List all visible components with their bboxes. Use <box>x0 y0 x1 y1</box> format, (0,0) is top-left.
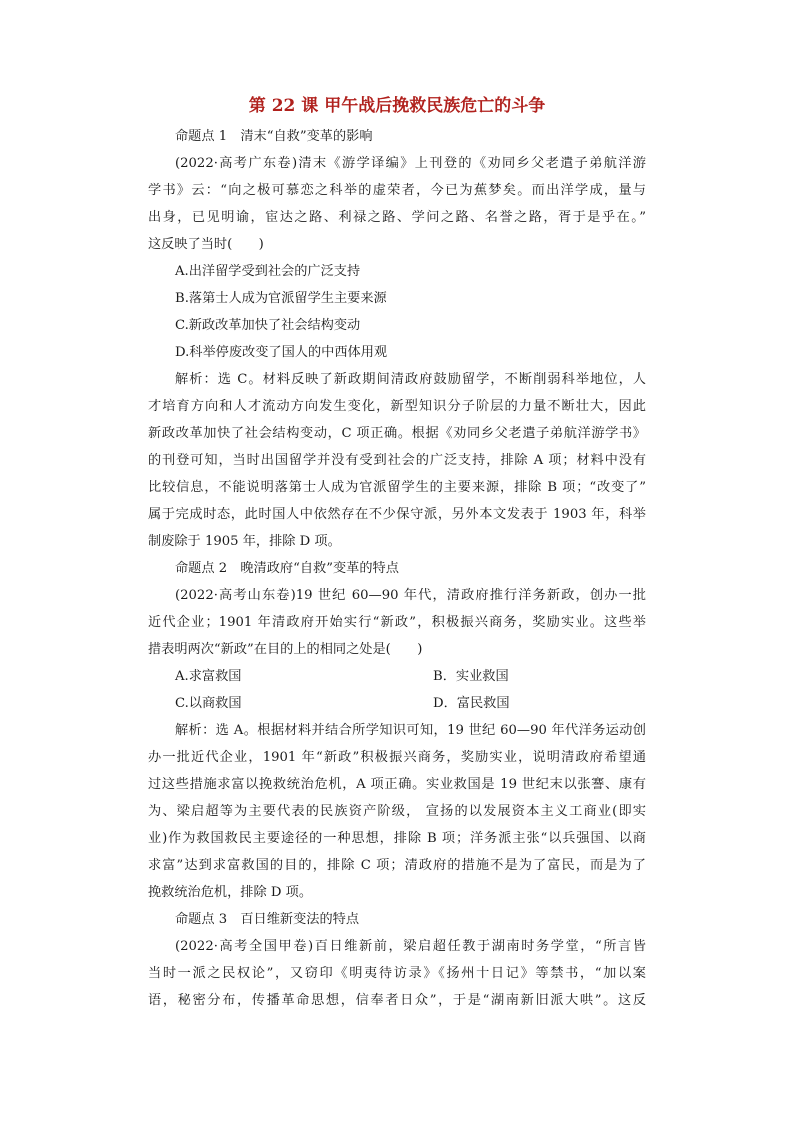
q1-analysis-line: 属于完成时态，此时国人中依然存在不少保守派，另外本文发表于 1903 年，科举 <box>148 507 646 522</box>
q2-option-d: D．富民救国 <box>433 696 510 711</box>
q3-stem-line: 语，秘密分布，传播革命思想，信奉者日众”，于是“湖南新旧派大哄”。这反 <box>148 993 646 1008</box>
q2-option-b: B．实业救国 <box>433 669 509 684</box>
q2-analysis-line: 为、梁启超等为主要代表的民族资产阶级， 宣扬的以发展资本主义工商业(即实 <box>148 804 646 819</box>
q2-stem-line: 近代企业；1901 年清政府开始实行“新政”，积极振兴商务，奖励实业。这些举 <box>148 615 646 630</box>
q3-stem-line: (2022·高考全国甲卷)百日维新前，梁启超任教于湖南时务学堂，“所言皆 <box>175 939 646 954</box>
q2-option-a: A.求富救国 <box>175 669 242 684</box>
lesson-title: 第 22 课 甲午战后挽救民族危亡的斗争 <box>248 96 546 116</box>
q2-analysis-line: 挽救统治危机，排除 D 项。 <box>148 885 313 900</box>
q2-analysis-line: 办一批近代企业，1901 年“新政”积极振兴商务，奖励实业，说明清政府希望通 <box>148 750 646 765</box>
q1-option-a: A.出洋留学受到社会的广泛支持 <box>175 264 361 279</box>
q2-analysis-line: 业)作为救国救民主要途径的一种思想，排除 B 项；洋务派主张“以兵强国、以商 <box>148 831 646 846</box>
q1-stem-line: (2022·高考广东卷)清末《游学译编》上刊登的《劝同乡父老遣子弟航洋游 <box>175 156 646 171</box>
q1-analysis-line: 的刊登可知，当时出国留学并没有受到社会的广泛支持，排除 A 项；材料中没有 <box>148 453 646 468</box>
q2-options-row <box>148 663 646 690</box>
q1-option-b: B.落第士人成为官派留学生主要来源 <box>175 291 387 306</box>
q1-stem-line: 学书》云：“向之极可慕恋之科举的虚荣者，今已为蕉梦矣。而出洋学成，量与 <box>148 183 646 198</box>
q2-analysis-line: 过这些措施求富以挽救统治危机，A 项正确。实业救国是 19 世纪末以张謇、康有 <box>148 777 646 792</box>
q2-stem-line: 措表明两次“新政”在目的上的相同之处是( ) <box>148 642 423 657</box>
q3-stem-line: 当时一派之民权论”，又窃印《明夷待访录》《扬州十日记》等禁书，“加以案 <box>148 966 646 981</box>
q1-analysis-line: 解析：选 C。材料反映了新政期间清政府鼓励留学，不断削弱科举地位，人 <box>175 372 646 387</box>
q1-analysis-line: 制废除于 1905 年，排除 D 项。 <box>148 534 341 549</box>
q2-analysis-line: 求富”达到求富救国的目的，排除 C 项；清政府的措施不是为了富民，而是为了 <box>148 858 646 873</box>
q1-option-c: C.新政改革加快了社会结构变动 <box>175 318 361 333</box>
q2-options-row <box>148 690 646 717</box>
q1-analysis-line: 才培育方向和人才流动方向发生变化，新型知识分子阶层的力量不断壮大，因此 <box>148 399 646 414</box>
q1-analysis-line: 新政改革加快了社会结构变动，C 项正确。根据《劝同乡父老遣子弟航洋游学书》 <box>148 426 646 441</box>
q2-option-c: C.以商救国 <box>175 696 242 711</box>
q1-stem-line: 这反映了当时( ) <box>148 237 264 252</box>
q2-analysis-line: 解析：选 A。根据材料并结合所学知识可知，19 世纪 60—90 年代洋务运动创 <box>175 723 646 738</box>
q2-heading: 命题点 2 晚清政府“自救”变革的特点 <box>175 561 399 576</box>
q1-option-d: D.科举停废改变了国人的中西体用观 <box>175 345 388 360</box>
q1-stem-line: 出身，已见明谕，宦达之路、利禄之路、学问之路、名誉之路，胥于是乎在。” <box>148 210 646 225</box>
q3-heading: 命题点 3 百日维新变法的特点 <box>175 912 360 927</box>
q1-heading: 命题点 1 清末“自救”变革的影响 <box>175 129 373 144</box>
document-content <box>148 92 646 1014</box>
q1-analysis-line: 比较信息，不能说明落第士人成为官派留学生的主要来源，排除 B 项；“改变了” <box>148 480 646 495</box>
q2-stem-line: (2022·高考山东卷)19 世纪 60—90 年代，清政府推行洋务新政，创办一批 <box>175 588 646 603</box>
